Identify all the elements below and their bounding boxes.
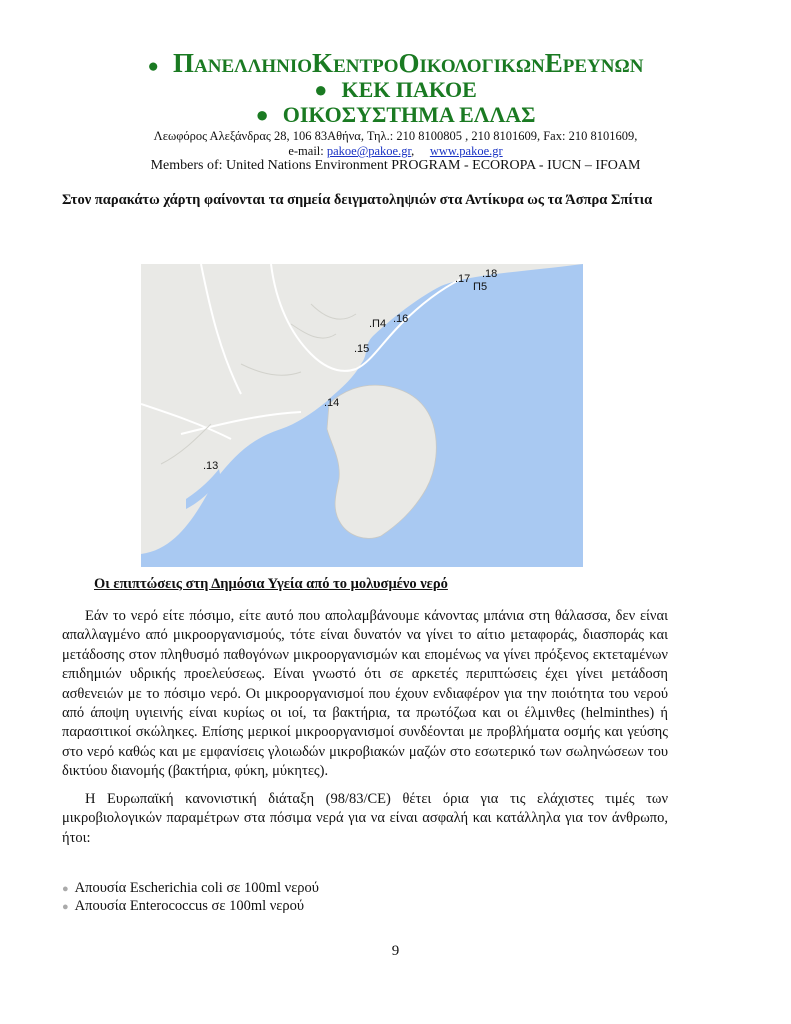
address-line: Λεωφόρος Αλεξάνδρας 28, 106 83Αθήνα, Τηλ.: 210 8100805 , 210 8101609, Fax: 210 8101609, <box>153 129 638 143</box>
sampling-point-p4: .Π4 <box>369 318 387 330</box>
bullet-icon: ● <box>255 102 269 127</box>
header-line-ecosystem: ● ΟΙΚΟΣΥΣΤΗΜΑ ΕΛΛΑΣ <box>255 102 536 127</box>
list-item: ● Απουσία Enterococcus σε 100ml νερού <box>62 898 305 914</box>
sampling-map <box>141 264 583 567</box>
list-item: ● Απουσία Escherichia coli σε 100ml νερού <box>62 880 319 896</box>
email-link[interactable]: pakoe@pakoe.gr <box>326 144 412 158</box>
header-line-kek: ● ΚΕΚ ΠΑΚΟΕ <box>314 77 477 102</box>
page-number: 9 <box>391 943 400 959</box>
sampling-point-p5: Π5 <box>473 281 488 293</box>
sampling-point-16: .16 <box>393 313 409 325</box>
sampling-point-15: .15 <box>354 343 370 355</box>
bullet-icon: ● <box>62 901 69 913</box>
bullet-icon: ● <box>314 77 328 102</box>
sampling-point-13: .13 <box>203 460 219 472</box>
organization-name: ● ΠΑΝΕΛΛΗΝΙΟΚΕΝΤΡΟΟΙΚΟΛΟΓΙΚΩΝΕΡΕΥΝΩΝ <box>147 48 644 78</box>
bullet-icon: ● <box>147 56 159 77</box>
website-link[interactable]: www.pakoe.gr <box>429 144 503 158</box>
sampling-point-14: .14 <box>324 397 340 409</box>
paragraph-eu-directive: Η Ευρωπαϊκή κανονιστική διάταξη (98/83/CE) θέτει όρια για τις ελάχιστες τιμές των μικροβιολογικών παραμέτρων στα πόσιμα νερά για να είναι ασφαλή και κατάλληλα για τον άνθρωπο, ήτοι: <box>62 791 668 846</box>
contact-line: e-mail: pakoe@pakoe.gr, www.pakoe.gr <box>288 144 503 158</box>
sampling-point-18: .18 <box>482 268 498 280</box>
intro-text: Στον παρακάτω χάρτη φαίνονται τα σημεία δειγματοληψιών στα Αντίκυρα ως τα Άσπρα Σπίτια <box>62 192 653 208</box>
sampling-point-17: .17 <box>455 273 471 285</box>
bullet-icon: ● <box>62 883 69 895</box>
map-graphic <box>141 264 583 567</box>
members-line: Members of: United Nations Environment PROGRAM - ECOROPA - IUCN – IFOAM <box>150 158 641 173</box>
paragraph-health-effects: Εάν το νερό είτε πόσιμο, είτε αυτό που απολαμβάνουμε κάνοντας μπάνια στη θάλασσα, δεν είναι απαλλαγμένο από μικροοργανισμούς, τότε είναι δυνατόν να γίνει το αίτιο μεταφοράς, διασποράς και μετάδοσης στον πληθυσμό παθογόνων μικροοργανισμών και επομένως να γίνει πρόξενος εκτεταμένων επιδημιών υδρικής προελεύσεως. Είναι γνωστό ότι σε αρκετές περιπτώσεις έχει γίνει μετάδοση ασθενειών με το πόσιμο νερό. Οι μικροοργανισμοί που έχουν ενδιαφέρον για την ποιότητα του νερού από άποψη υγιεινής είναι κυρίως οι ιοί, τα βακτήρια, τα πρωτόζωα και οι έλμινθες (helminthes) ή παρασιτικοί σκώληκες. Επίσης μερικοί μικροοργανισμοί συνδέονται με προβλήματα οσμής και γεύσης στο νερό καθώς και με εμφανίσεις γλοιωδών μικροβιακών μαζών στο εσωτερικό των σωληνώσεων του δικτύου διανομής (βακτήρια, φύκη, μύκητες). <box>62 608 668 780</box>
section-title: Οι επιπτώσεις στη Δημόσια Υγεία από το μολυσμένο νερό <box>94 576 448 592</box>
